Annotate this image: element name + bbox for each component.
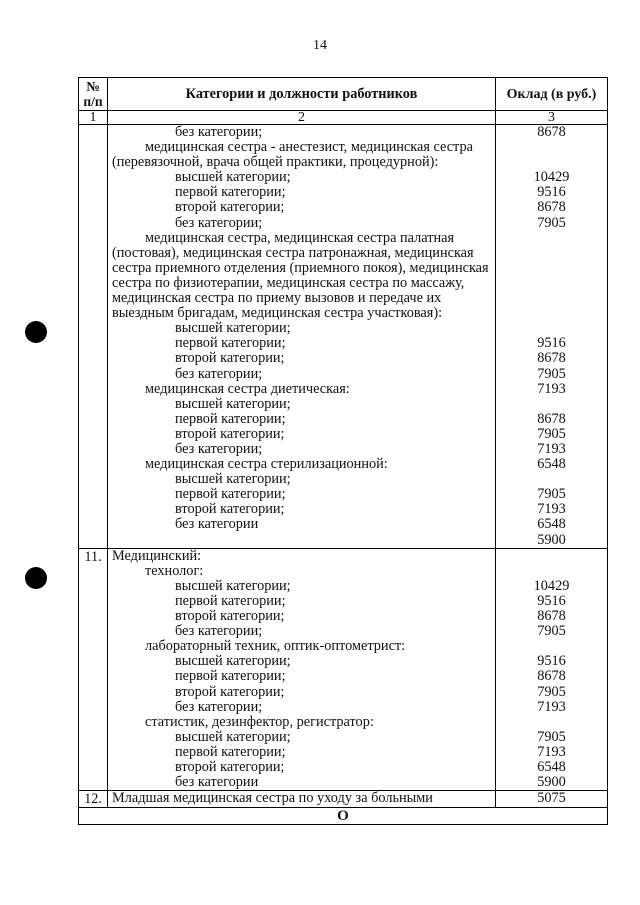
salary-value: 6548	[537, 758, 566, 775]
salary-value: 7905	[537, 425, 566, 442]
header-category: Категории и должности работников	[108, 78, 496, 111]
table-row-12	[79, 791, 608, 808]
salary-value: 9516	[537, 184, 566, 201]
category-line: медицинская сестра стерилизационной:	[145, 456, 388, 473]
salary-value: 8678	[537, 608, 566, 625]
category-line: без категории;	[175, 365, 263, 382]
page-number: 14	[313, 38, 327, 53]
salary-value: 8678	[537, 124, 566, 140]
salary-value: 5075	[496, 791, 608, 808]
section-footer: О	[79, 808, 608, 825]
category-line: первой категории;	[175, 668, 286, 685]
category-line: первой категории;	[175, 743, 286, 760]
column-number: 1	[79, 111, 108, 125]
column-number: 3	[496, 111, 608, 125]
salary-value	[496, 715, 607, 730]
category-line: первой категории;	[175, 184, 286, 201]
category-line: первой категории;	[175, 335, 286, 352]
salary-value: 6548	[537, 456, 566, 473]
category-cell	[108, 125, 496, 549]
category-line: медицинская сестра диетическая:	[145, 380, 350, 397]
salary-value: 7905	[537, 214, 566, 231]
category-line: второй категории;	[175, 758, 285, 775]
column-number: 2	[108, 111, 496, 125]
salary-value: 5900	[537, 774, 566, 791]
category-line: медицинская сестра - анестезист, медицинская сестра (перевязочной, врача общей практики, процедурной):	[112, 139, 473, 171]
category-line: высшей категории;	[175, 169, 291, 186]
salary-value: 9516	[537, 653, 566, 670]
category-line: второй категории;	[175, 608, 285, 625]
category-line: лабораторный техник, оптик-оптометрист:	[145, 638, 406, 655]
salary-value: 7193	[537, 380, 566, 397]
category-line: высшей категории;	[175, 577, 291, 594]
salary-value: 7193	[537, 501, 566, 518]
salary-value	[496, 472, 607, 487]
header-salary: Оклад (в руб.)	[496, 78, 608, 111]
salary-value: 7905	[537, 623, 566, 640]
category-line: без категории;	[175, 698, 263, 715]
salary-value: 7193	[537, 441, 566, 457]
salary-value	[496, 564, 607, 579]
salary-value	[496, 639, 607, 654]
category-line: высшей категории;	[175, 471, 291, 488]
category-line: высшей категории;	[175, 728, 291, 745]
category-line: высшей категории;	[175, 395, 291, 412]
salary-value: 6548	[537, 516, 566, 533]
category-line: высшей категории;	[175, 320, 291, 337]
header-number: № п/п	[79, 78, 108, 111]
table-row-continuation	[79, 125, 608, 549]
category-line: без категории;	[175, 623, 263, 640]
salary-value	[496, 140, 607, 170]
category-line: второй категории;	[175, 199, 285, 216]
category-line: без категории;	[175, 124, 263, 140]
category-text: Младшая медицинская сестра по уходу за больными	[108, 791, 496, 808]
salary-value: 8678	[537, 199, 566, 216]
category-line: технолог:	[145, 562, 204, 579]
category-line: второй категории;	[175, 425, 285, 442]
salary-value: 7193	[537, 698, 566, 715]
salary-value	[496, 549, 607, 564]
salary-value	[496, 397, 607, 412]
category-line: второй категории;	[175, 501, 285, 518]
table-row-11	[79, 548, 608, 791]
salary-value	[496, 231, 607, 337]
binder-hole	[25, 321, 47, 343]
category-line: первой категории;	[175, 592, 286, 609]
category-line: без категории;	[175, 214, 263, 231]
salary-value: 9516	[537, 335, 566, 352]
category-line: второй категории;	[175, 683, 285, 700]
category-cell	[108, 548, 496, 791]
salary-value: 7905	[537, 728, 566, 745]
salary-table	[78, 77, 608, 825]
table-footer-row	[79, 808, 608, 825]
category-line: без категории;	[175, 440, 263, 457]
salary-value: 8678	[537, 410, 566, 427]
category-line: первой категории;	[175, 410, 286, 427]
salary-cell	[496, 548, 608, 791]
salary-value: 7905	[537, 365, 566, 382]
category-line: статистик, дезинфектор, регистратор:	[145, 713, 374, 730]
salary-value: 5900	[537, 531, 566, 548]
salary-cell	[496, 125, 608, 549]
row-number: 12.	[79, 791, 108, 808]
category-line: медицинская сестра, медицинская сестра палатная (постовая), медицинская сестра патронажная, медицинская сестра приемного отделения (приемного покоя), медицинская сестра по физиотерапии, медицинская сестра по массажу, медицинская сестра по приему вызовов и передаче их выездным бригадам, медицинская сестра участковая):	[112, 229, 489, 322]
salary-value: 10429	[533, 169, 570, 186]
row-number: 11.	[79, 548, 108, 791]
category-line: высшей категории;	[175, 653, 291, 670]
category-line: первой категории;	[175, 486, 286, 503]
row-number-empty	[79, 125, 108, 549]
salary-value: 7905	[537, 486, 566, 503]
salary-value: 9516	[537, 592, 566, 609]
salary-value: 8678	[537, 668, 566, 685]
salary-value: 7193	[537, 743, 566, 760]
table-header-row	[79, 78, 608, 111]
salary-value: 7905	[537, 683, 566, 700]
salary-value: 10429	[533, 577, 570, 594]
category-line: без категории	[175, 516, 259, 533]
column-numbers-row	[79, 111, 608, 125]
category-line: второй категории;	[175, 350, 285, 367]
salary-value: 8678	[537, 350, 566, 367]
category-line: Медицинский:	[112, 547, 202, 564]
category-line: без категории	[175, 774, 259, 791]
binder-hole	[25, 567, 47, 589]
